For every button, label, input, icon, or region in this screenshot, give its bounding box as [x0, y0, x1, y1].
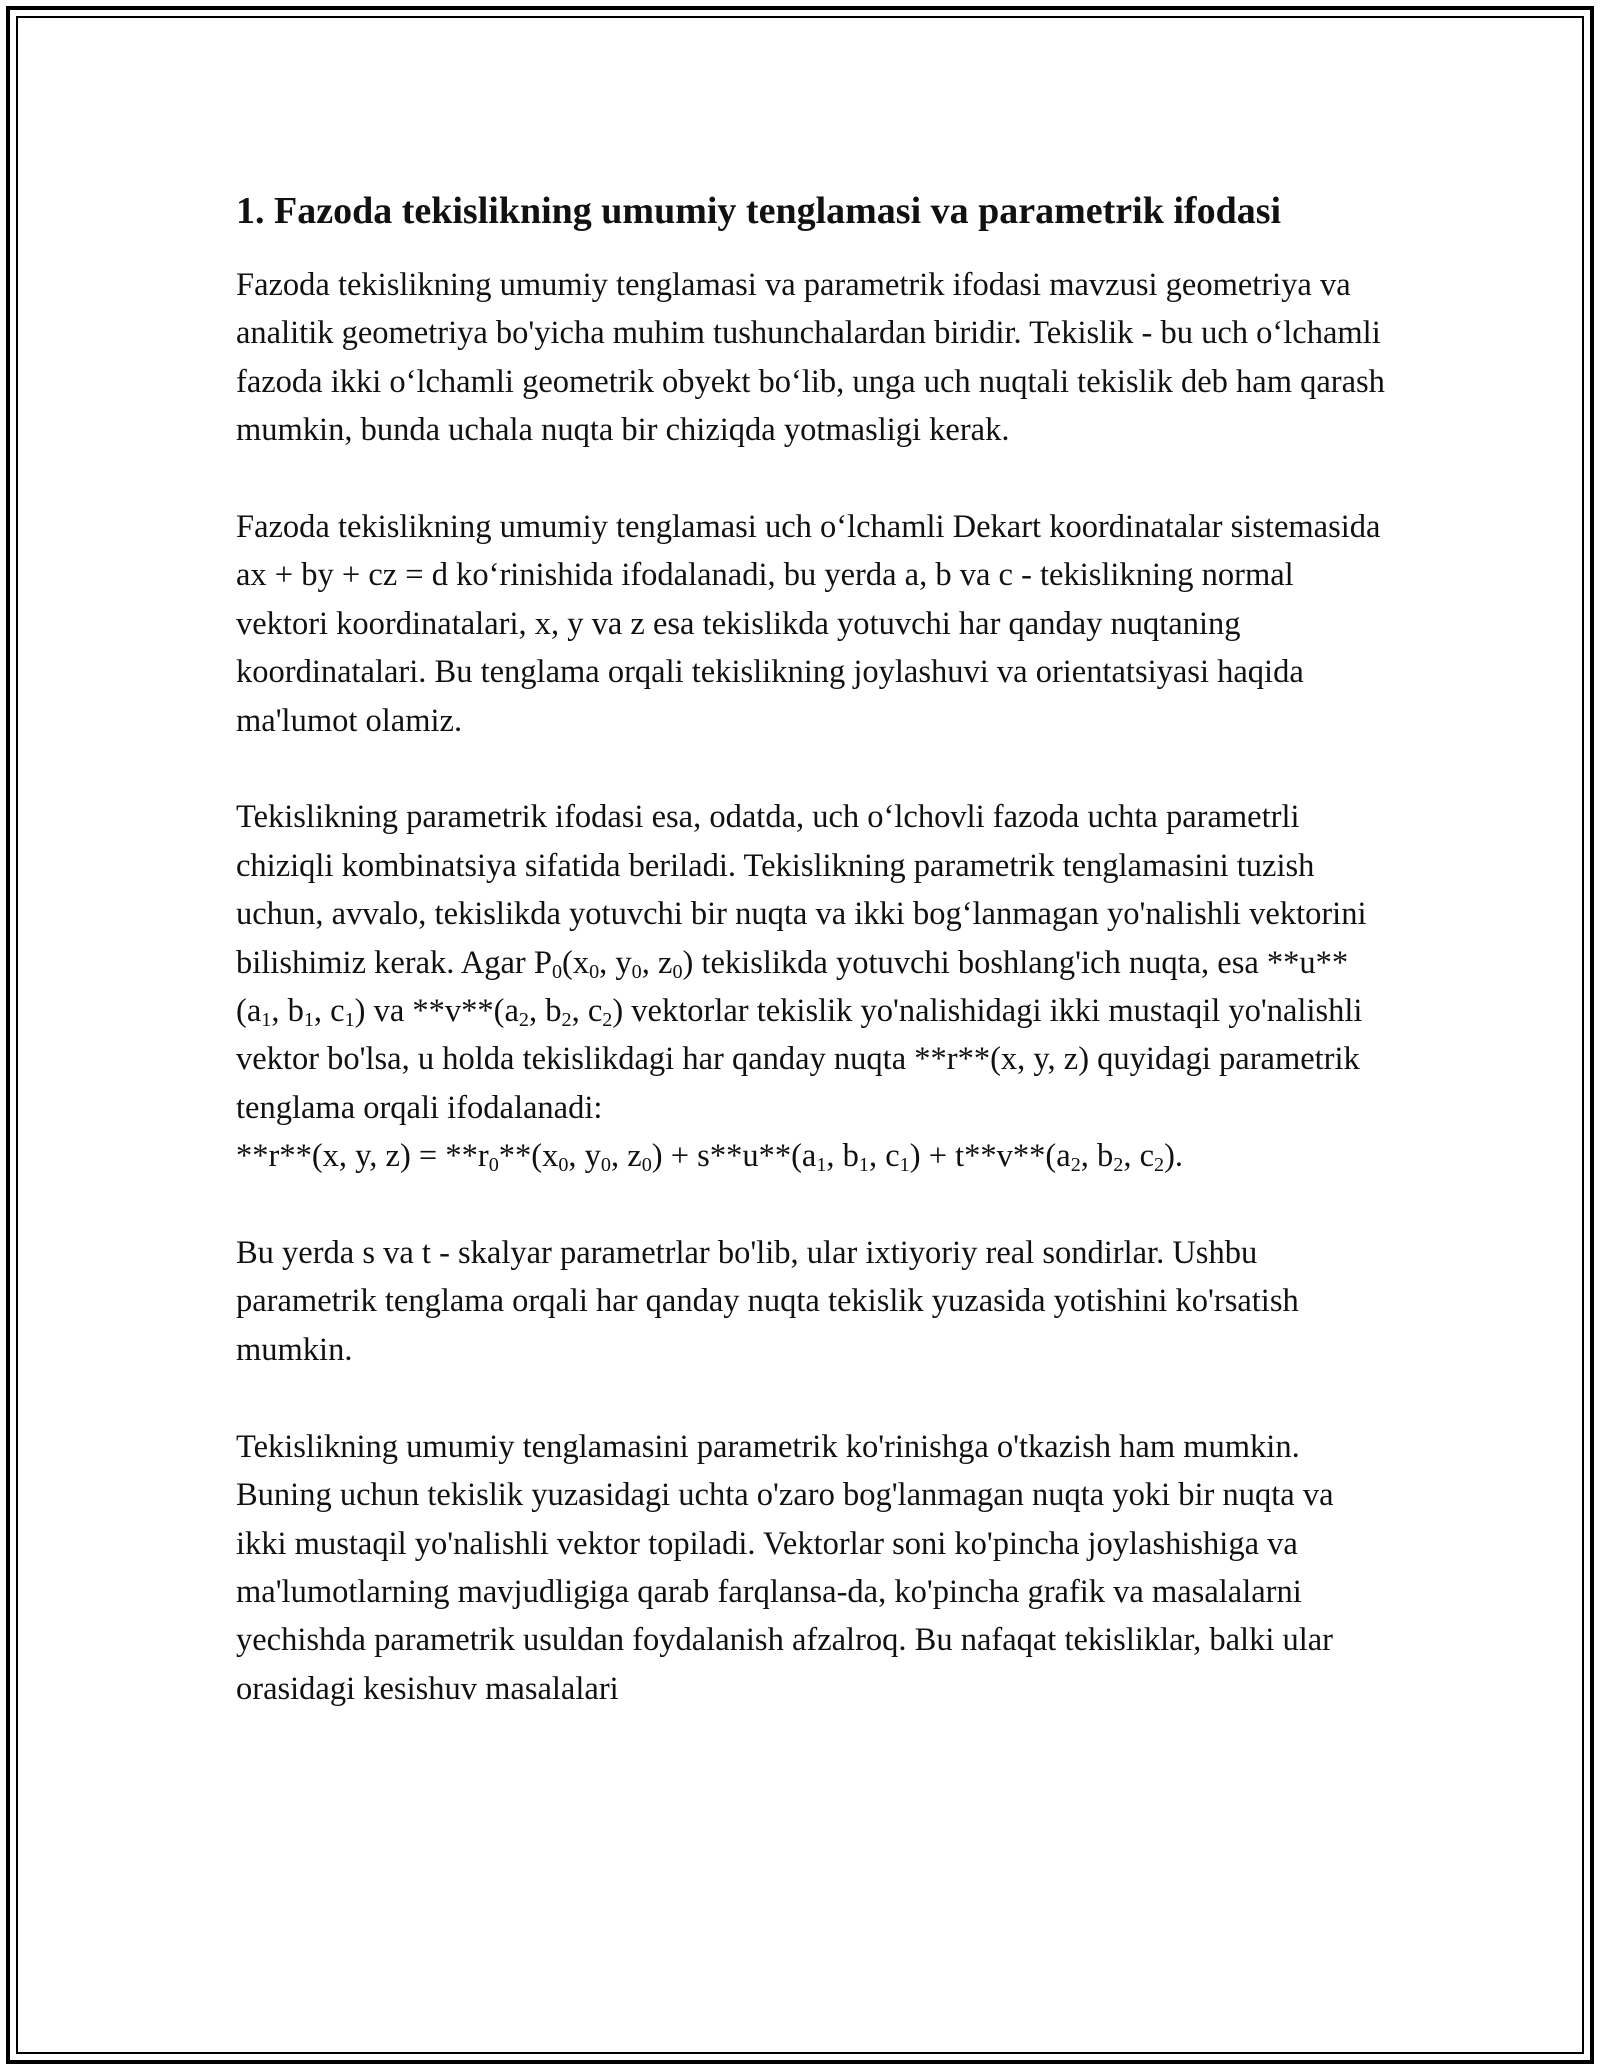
paragraph-5: Tekislikning umumiy tenglamasini parametrik ko'rinishga o'tkazish ham mumkin. Buning uchun tekislik yuzasidagi uchta o'zaro bog'lanmagan nuqta yoki bir nuqta va ikki mustaqil yo'nalishli vektor topiladi. Vektorlar soni ko'pincha joylashishiga va ma'lumotlarning mavjudligiga qarab farqlansa-da, ko'pincha grafik va masalalarni yechishda parametrik usuldan foydalanish afzalroq. Bu nafaqat tekisliklar, balki ular orasidagi kesishuv masalalari: [236, 1428, 1334, 1707]
subscript: 1: [344, 1009, 355, 1032]
subscript: 2: [1070, 1154, 1081, 1177]
equation-run: **r**(x, y, z) = **r: [236, 1138, 489, 1175]
subscript: 0: [641, 1154, 652, 1177]
text-run: (x: [562, 944, 590, 981]
document-body: [236, 184, 1386, 1713]
text-run: , z: [641, 944, 673, 981]
text-run: ) vektorlar tekislik yo'nalishidagi ikki mustaqil yo'nalishli vektor bo'lsa, u holda tekislikdagi har qanday nuqta **r**(x, y, z) quyidagi parametrik tenglama orqali ifodalanadi:: [236, 993, 1363, 1126]
equation-run: , b: [1080, 1138, 1114, 1175]
text-run: Tekislikning parametrik ifodasi esa, odatda, uch o‘lchovli fazoda uchta parametrli chiziqli kombinatsiya sifatida beriladi. Tekislikning parametrik tenglamasini tuzish uchun, avvalo, tekislikda yotuvchi bir nuqta va ikki bog‘lanmagan yo'nalishli vektorini bilishimiz kerak. Agar P: [236, 799, 1367, 981]
text-run: ) va **v**(a: [354, 993, 519, 1030]
subscript: 0: [488, 1154, 499, 1177]
section-title: 1. Fazoda tekislikning umumiy tenglamasi va parametrik ifodasi: [236, 190, 1282, 232]
subscript: 0: [589, 960, 600, 983]
subscript: 2: [602, 1009, 613, 1032]
subscript: 0: [672, 960, 683, 983]
equation-run: , z: [611, 1138, 642, 1175]
subscript: 0: [551, 960, 563, 983]
paragraph-1: Fazoda tekislikning umumiy tenglamasi va parametrik ifodasi mavzusi geometriya va analitik geometriya bo'yicha muhim tushunchalardan biridir. Tekislik - bu uch o‘lchamli fazoda ikki o‘lchamli geometrik obyekt bo‘lib, unga uch nuqtali tekislik deb ham qarash mumkin, bunda uchala nuqta bir chiziqda yotmasligi kerak.: [236, 267, 1385, 449]
subscript: 0: [558, 1154, 569, 1177]
equation-run: ).: [1164, 1138, 1184, 1175]
text-run: , b: [271, 993, 304, 1030]
subscript: 0: [631, 960, 642, 983]
equation-run: , c: [1123, 1138, 1155, 1175]
paragraph-4: Bu yerda s va t - skalyar parametrlar bo'lib, ular ixtiyoriy real sondirlar. Ushbu parametrik tenglama orqali har qanday nuqta tekislik yuzasida yotishini ko'rsatish mumkin.: [236, 1235, 1299, 1368]
subscript: 0: [600, 1154, 611, 1177]
subscript: 1: [261, 1009, 272, 1032]
equation-run: **(x: [498, 1138, 559, 1175]
subscript: 1: [858, 1154, 869, 1177]
subscript: 1: [899, 1154, 910, 1177]
equation-run: , y: [568, 1138, 601, 1175]
equation-run: , b: [826, 1138, 859, 1175]
subscript: 2: [518, 1009, 529, 1032]
subscript: 2: [1113, 1154, 1124, 1177]
equation-run: , c: [868, 1138, 900, 1175]
equation-run: ) + t**v**(a: [909, 1138, 1071, 1175]
subscript: 1: [816, 1154, 827, 1177]
text-run: , y: [599, 944, 632, 981]
text-run: , c: [571, 993, 603, 1030]
subscript: 2: [561, 1009, 572, 1032]
subscript: 2: [1154, 1154, 1165, 1177]
text-run: , c: [313, 993, 345, 1030]
text-run: , b: [529, 993, 562, 1030]
subscript: 1: [303, 1009, 314, 1032]
equation-run: ) + s**u**(a: [651, 1138, 817, 1175]
text-run: ) tekislikda yotuvchi boshlang'ich nuqta, esa **u**(a: [236, 944, 1349, 1030]
paragraph-2: Fazoda tekislikning umumiy tenglamasi uch o‘lchamli Dekart koordinatalar sistemasida ax + by + cz = d ko‘rinishida ifodalanadi, bu yerda a, b va c - tekislikning normal vektori koordinatalari, x, y va z esa tekislikda yotuvchi har qanday nuqtaning koordinatalari. Bu tenglama orqali tekislikning joylashuvi va orientatsiyasi haqida ma'lumot olamiz.: [236, 509, 1381, 739]
paragraph-parametric: [236, 793, 1386, 1180]
